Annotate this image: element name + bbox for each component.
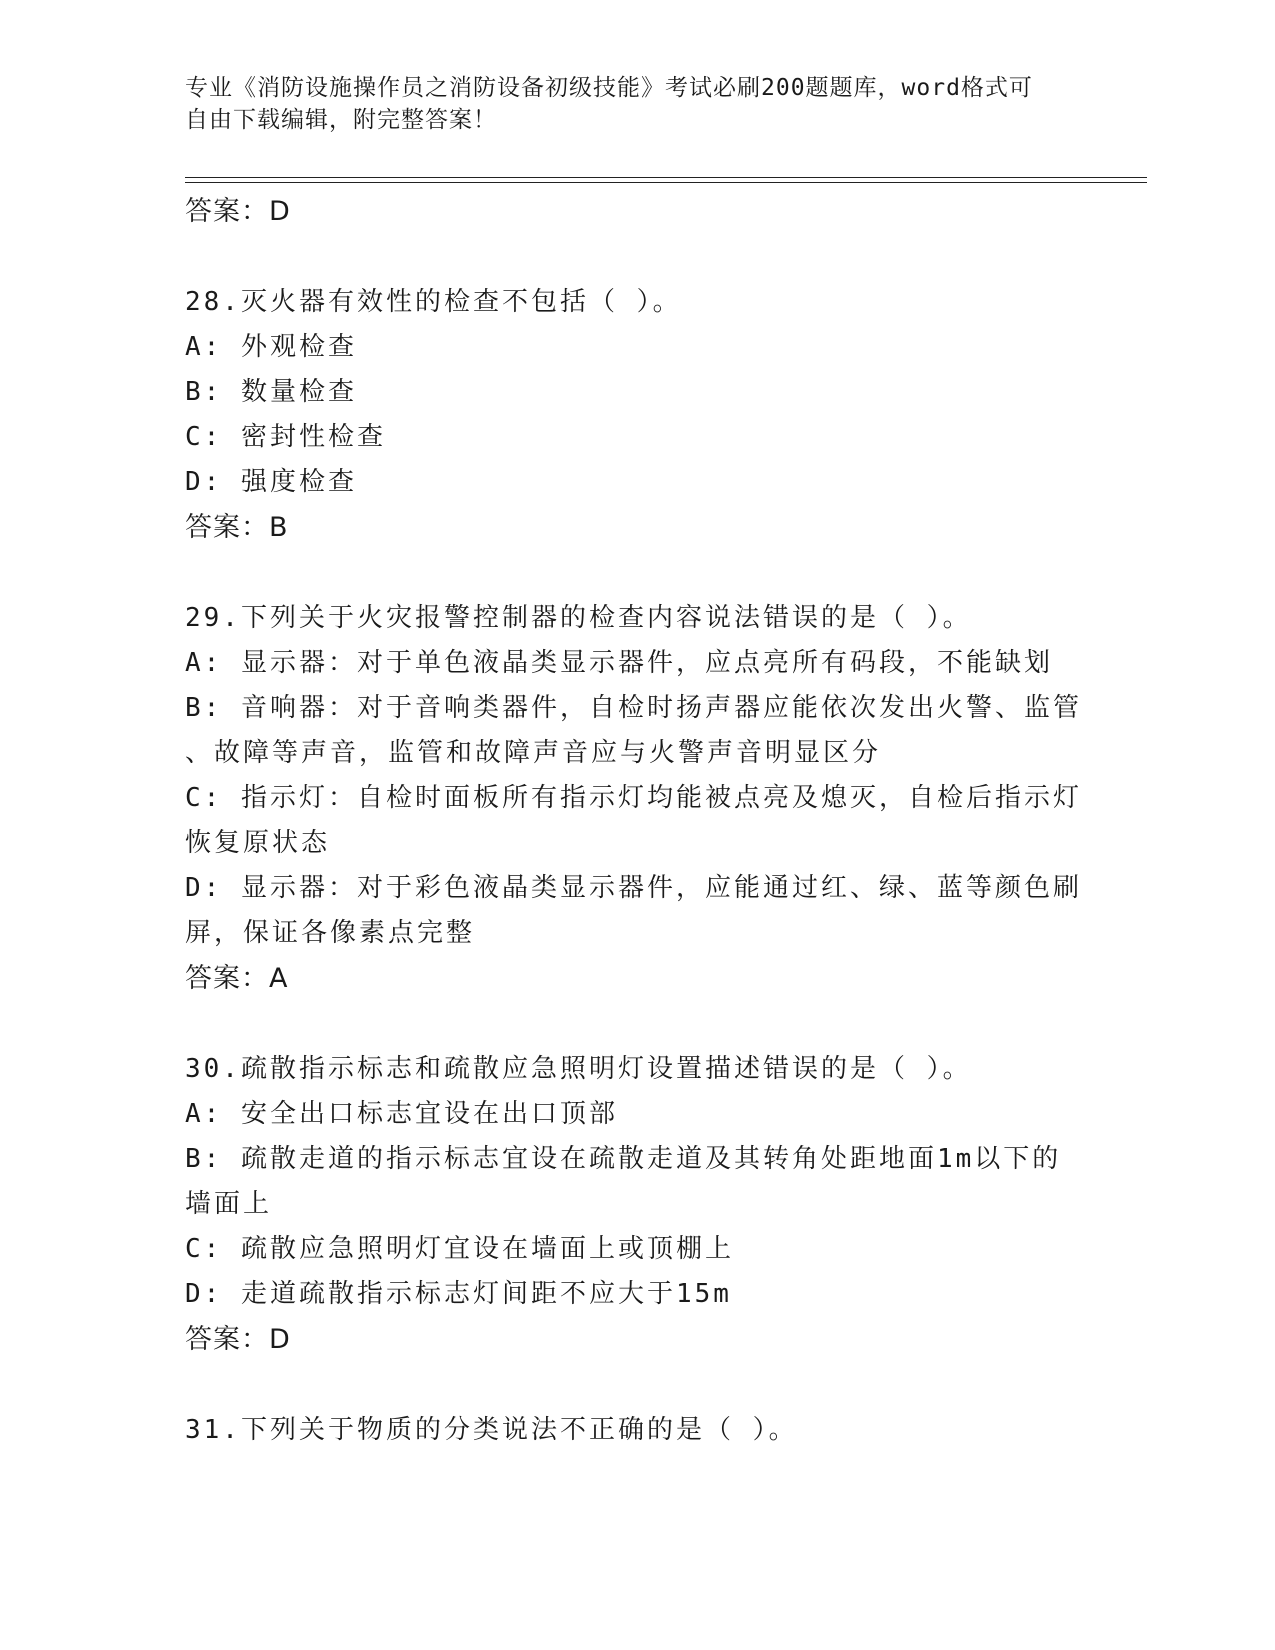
answer-q29: 答案：A [185,963,289,994]
option-a: A: 外观检查 [185,332,357,362]
spacer [185,1362,1085,1408]
question-28 [185,280,1085,550]
option-b: B: 疏散走道的指示标志宜设在疏散走道及其转角处距地面1m以下的 [185,1144,1062,1174]
option-a: A: 安全出口标志宜设在出口顶部 [185,1099,618,1129]
spacer [185,234,1085,280]
option-c: C: 密封性检查 [185,422,386,452]
answer-q30: 答案：D [185,1324,291,1355]
option-d: D: 强度检查 [185,467,357,497]
option-c: C: 指示灯：自检时面板所有指示灯均能被点亮及熄灭，自检后指示灯 [185,783,1082,813]
option-b-continued: 墙面上 [185,1189,273,1219]
spacer [185,550,1085,596]
option-c: C: 疏散应急照明灯宜设在墙面上或顶棚上 [185,1234,734,1264]
option-b: B: 数量检查 [185,377,357,407]
question-30 [185,1047,1085,1362]
option-d: D: 走道疏散指示标志灯间距不应大于15m [185,1279,732,1309]
question-stem: 28.灭火器有效性的检查不包括（ ）。 [185,287,682,317]
option-b: B: 音响器：对于音响类器件，自检时扬声器应能依次发出火警、监管 [185,693,1082,723]
question-list [185,189,1085,1453]
answer-q27: 答案：D [185,196,291,227]
option-d: D: 显示器：对于彩色液晶类显示器件，应能通过红、绿、蓝等颜色刷 [185,873,1082,903]
option-b-continued: 、故障等声音，监管和故障声音应与火警声音明显区分 [185,738,882,768]
header-line-1: 专业《消防设施操作员之消防设备初级技能》考试必刷200题题库，word格式可 [185,75,1033,101]
question-29 [185,596,1085,1001]
question-stem: 31.下列关于物质的分类说法不正确的是（ ）。 [185,1415,798,1445]
answer-q28: 答案：B [185,512,289,543]
header-line-2: 自由下载编辑，附完整答案！ [185,107,497,133]
option-d-continued: 屏，保证各像素点完整 [185,918,476,948]
option-a: A: 显示器：对于单色液晶类显示器件，应点亮所有码段，不能缺划 [185,648,1053,678]
header-rule-top [185,177,1147,178]
option-c-continued: 恢复原状态 [185,828,331,858]
page-header [185,72,1065,136]
question-stem: 29.下列关于火灾报警控制器的检查内容说法错误的是（ ）。 [185,603,972,633]
spacer [185,1001,1085,1047]
question-stem: 30.疏散指示标志和疏散应急照明灯设置描述错误的是（ ）。 [185,1054,972,1084]
question-31 [185,1408,1085,1453]
header-rule-bottom [185,182,1147,183]
